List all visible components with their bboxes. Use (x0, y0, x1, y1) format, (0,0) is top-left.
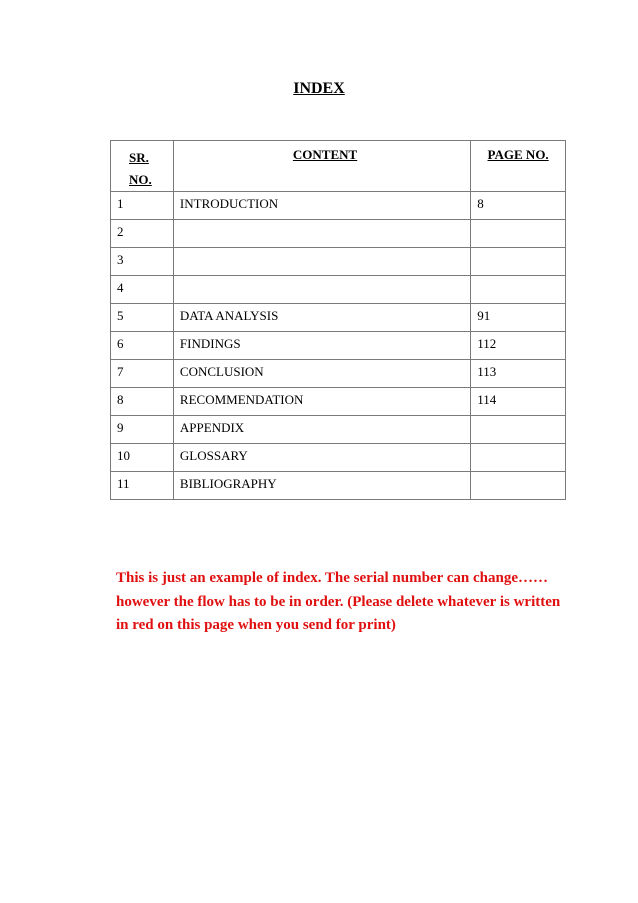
header-content: CONTENT (173, 141, 470, 192)
cell-sr-no: 11 (111, 472, 174, 500)
cell-page-no: 113 (471, 360, 566, 388)
cell-content: BIBLIOGRAPHY (173, 472, 470, 500)
cell-sr-no: 7 (111, 360, 174, 388)
cell-content (173, 248, 470, 276)
page-title: INDEX (293, 80, 345, 97)
cell-page-no (471, 220, 566, 248)
cell-sr-no: 1 (111, 192, 174, 220)
cell-page-no: 114 (471, 388, 566, 416)
cell-sr-no: 2 (111, 220, 174, 248)
table-row (111, 276, 566, 304)
table-row (111, 388, 566, 416)
cell-content: RECOMMENDATION (173, 388, 470, 416)
cell-page-no (471, 472, 566, 500)
cell-sr-no: 5 (111, 304, 174, 332)
table-row (111, 304, 566, 332)
index-table (110, 140, 566, 500)
cell-sr-no: 3 (111, 248, 174, 276)
cell-content: DATA ANALYSIS (173, 304, 470, 332)
cell-page-no (471, 444, 566, 472)
cell-sr-no: 4 (111, 276, 174, 304)
cell-content: APPENDIX (173, 416, 470, 444)
cell-content: GLOSSARY (173, 444, 470, 472)
cell-page-no: 112 (471, 332, 566, 360)
cell-sr-no: 10 (111, 444, 174, 472)
cell-page-no: 8 (471, 192, 566, 220)
cell-page-no (471, 276, 566, 304)
table-row (111, 332, 566, 360)
cell-sr-no: 8 (111, 388, 174, 416)
cell-content: FINDINGS (173, 332, 470, 360)
cell-content (173, 220, 470, 248)
cell-sr-no: 6 (111, 332, 174, 360)
table-row (111, 360, 566, 388)
cell-content: INTRODUCTION (173, 192, 470, 220)
table-header-row (111, 141, 566, 192)
cell-page-no (471, 248, 566, 276)
cell-content (173, 276, 470, 304)
table-row (111, 444, 566, 472)
table-row (111, 192, 566, 220)
cell-sr-no: 9 (111, 416, 174, 444)
cell-content: CONCLUSION (173, 360, 470, 388)
table-body (111, 192, 566, 500)
table-row (111, 472, 566, 500)
cell-page-no: 91 (471, 304, 566, 332)
table-row (111, 220, 566, 248)
header-sr-no: SR. NO. (111, 141, 174, 192)
table-row (111, 248, 566, 276)
instruction-note: This is just an example of index. The serial number can change……however the flow has to be in order. (Please delete whatever is written in red on this page when you send for print) (116, 570, 561, 633)
table-row (111, 416, 566, 444)
cell-page-no (471, 416, 566, 444)
header-page-no: PAGE NO. (471, 141, 566, 192)
